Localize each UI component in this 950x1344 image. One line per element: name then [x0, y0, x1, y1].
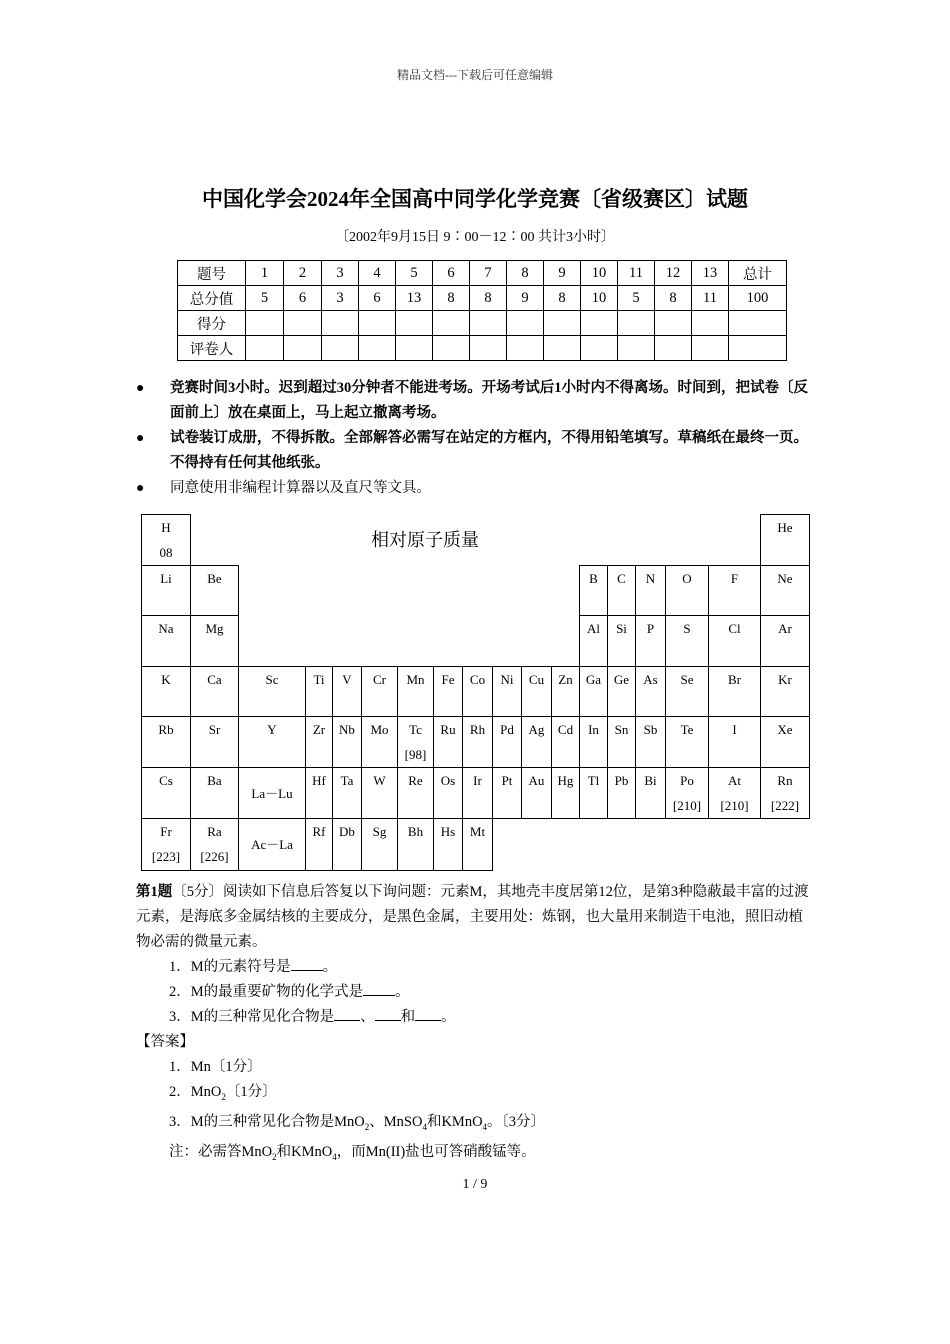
answer-note: 注：必需答MnO$_2$和KMnO$_4$，而Mn(II)盐也可答硝酸锰等。 [169, 1143, 536, 1162]
sub-question-1 [136, 955, 816, 980]
element-cell-ca [190, 666, 239, 717]
score-table-cell: 8 [433, 286, 470, 311]
instruction-item [136, 476, 816, 501]
element-cell-aclr [238, 818, 306, 871]
score-table-row [178, 311, 787, 336]
score-table-cell [544, 336, 581, 361]
element-cell-sg [361, 818, 398, 871]
element-symbol: Ne [777, 571, 793, 586]
score-table-cell: 8 [655, 286, 692, 311]
element-mass: [210] [672, 798, 702, 813]
score-table-cell [507, 336, 544, 361]
element-symbol: Ni [500, 672, 514, 687]
score-table-cell [396, 311, 433, 336]
score-table-cell: 5 [618, 286, 655, 311]
element-symbol: Pb [614, 773, 629, 788]
element-cell-rn [760, 767, 810, 819]
element-cell-ru [433, 716, 463, 768]
bullet-icon: ● [136, 381, 145, 396]
element-mass: [226] [200, 849, 229, 864]
answer-blank[interactable] [363, 981, 395, 996]
element-symbol: Co [469, 672, 486, 687]
question-1 [136, 880, 816, 1170]
page-title: 中国化学会2024年全国高中同学化学竞赛〔省级赛区〕试题 [202, 187, 748, 211]
element-cell-pb [607, 767, 636, 819]
element-cell-be [190, 565, 239, 616]
element-symbol: Se [680, 672, 694, 687]
score-table-cell: 9 [507, 286, 544, 311]
instruction-item [136, 426, 816, 476]
element-cell-cd [551, 716, 580, 768]
element-cell-ni [492, 666, 522, 717]
element-cell-db [332, 818, 362, 871]
punctuation: 和 [400, 1009, 416, 1025]
element-symbol: S [683, 621, 691, 636]
element-cell-rb [141, 716, 191, 768]
answer-header: 【答案】 [136, 1034, 194, 1050]
element-symbol: N [645, 571, 656, 586]
question-text: 〔5分〕阅读如下信息后答复以下询问题：元素M，其地壳丰度居第12位，是第3种隐蔽最丰富的过渡元素，是海底多金属结核的主要成分，是黑色金属，主要用处：炼钢，也大量用来制造干电池，照旧动植物必需的微量元素。 [136, 884, 809, 950]
element-cell-cu [521, 666, 552, 717]
score-table-cell: 1 [246, 261, 284, 286]
sub-question-2 [136, 980, 816, 1005]
score-table-cell [692, 311, 729, 336]
score-table-row [178, 261, 787, 286]
element-symbol: Bi [644, 773, 657, 788]
score-table-cell: 4 [359, 261, 396, 286]
element-symbol: Mn [406, 672, 425, 687]
element-symbol: I [732, 722, 737, 737]
answer-3: 3．M的三种常见化合物是MnO$_2$、MnSO$_4$和KMnO$_4$。〔3分〕 [169, 1113, 546, 1132]
score-table-cell [433, 336, 470, 361]
instructions [136, 376, 816, 501]
score-table-cell: 6 [284, 286, 322, 311]
element-symbol: Xe [777, 722, 793, 737]
element-cell-br [708, 666, 761, 717]
page-number: 1 / 9 [462, 1177, 488, 1192]
exam-time: 〔2002年9月15日 9∶00－12∶00 共计3小时〕 [335, 230, 615, 245]
answer-blank[interactable] [375, 1006, 401, 1021]
element-symbol: Ca [207, 672, 222, 687]
element-symbol: Cu [528, 672, 545, 687]
punctuation: 、 [360, 1009, 375, 1025]
score-table-cell [246, 311, 284, 336]
element-cell-mn [397, 666, 434, 717]
element-cell-hg [551, 767, 580, 819]
score-table-cell: 5 [246, 286, 284, 311]
element-symbol: Ta [340, 773, 354, 788]
instruction-text: 同意使用非编程计算器以及直尺等文具。 [170, 480, 431, 496]
element-symbol: F [730, 571, 739, 586]
element-cell-pt [492, 767, 522, 819]
question-1-stem [136, 880, 816, 955]
score-table-cell: 3 [322, 286, 359, 311]
element-symbol: Os [440, 773, 456, 788]
sub-question-text: 1．M的元素符号是 [169, 959, 291, 975]
element-cell-sc [238, 666, 306, 717]
element-symbol: Cl [728, 621, 741, 636]
element-cell-co [462, 666, 493, 717]
periodic-table [141, 514, 809, 870]
element-cell-ba [190, 767, 239, 819]
element-symbol: Li [160, 571, 172, 586]
element-cell-xe [760, 716, 810, 768]
element-symbol: Ag [528, 722, 545, 737]
element-cell-rh [462, 716, 493, 768]
element-cell-ar [760, 615, 810, 667]
element-symbol: At [728, 773, 741, 788]
score-table-cell [322, 336, 359, 361]
element-symbol: Ba [207, 773, 222, 788]
element-symbol: Hs [440, 824, 456, 839]
element-symbol: Sn [614, 722, 629, 737]
score-table-cell [284, 311, 322, 336]
element-cell-k [141, 666, 191, 717]
element-cell-n [635, 565, 666, 616]
element-cell-hf [305, 767, 333, 819]
element-cell-au [521, 767, 552, 819]
element-cell-fe [433, 666, 463, 717]
score-table-cell [618, 336, 655, 361]
element-cell-w [361, 767, 398, 819]
score-table-cell [729, 311, 787, 336]
element-symbol: Rb [158, 722, 174, 737]
element-cell-tl [579, 767, 608, 819]
element-symbol: Pd [500, 722, 514, 737]
element-symbol: Po [680, 773, 694, 788]
element-symbol: Zn [558, 672, 573, 687]
element-symbol: Zr [312, 722, 326, 737]
element-symbol: Ge [613, 672, 630, 687]
score-table-cell [284, 336, 322, 361]
score-table-cell [470, 336, 507, 361]
element-symbol: Si [616, 621, 627, 636]
score-table-cell [618, 311, 655, 336]
element-symbol: Fe [441, 672, 455, 687]
bullet-icon: ● [136, 431, 145, 446]
element-symbol: Nb [339, 722, 355, 737]
element-symbol: Na [158, 621, 174, 636]
score-table-cell: 10 [581, 286, 618, 311]
score-table-cell [470, 311, 507, 336]
punctuation: 。 [441, 1009, 456, 1025]
score-table-cell [655, 336, 692, 361]
answer-1: 1．Mn〔1分〕 [169, 1059, 262, 1075]
element-symbol: Ra [207, 824, 222, 839]
element-symbol: V [342, 672, 352, 687]
element-cell-al [579, 615, 608, 667]
element-mass: [222] [770, 798, 800, 813]
score-table-cell [692, 336, 729, 361]
element-cell-bi [635, 767, 666, 819]
sub-question-text: 2．M的最重要矿物的化学式是 [169, 984, 364, 1000]
element-cell-sn [607, 716, 636, 768]
score-table-cell [396, 336, 433, 361]
score-table-cell: 2 [284, 261, 322, 286]
element-cell-mo [361, 716, 398, 768]
element-cell-lalu [238, 767, 306, 819]
element-symbol: Sr [208, 722, 221, 737]
element-symbol: P [646, 621, 655, 636]
element-cell-mg [190, 615, 239, 667]
element-symbol: La－Lu [251, 785, 293, 801]
score-table-header-cell: 得分 [178, 311, 246, 336]
element-cell-ir [462, 767, 493, 819]
element-symbol: Hf [312, 773, 326, 788]
element-symbol: W [373, 773, 386, 788]
score-table-cell: 9 [544, 261, 581, 286]
element-cell-nb [332, 716, 362, 768]
element-cell-c [607, 565, 636, 616]
score-table-cell [729, 336, 787, 361]
score-table-cell: 10 [581, 261, 618, 286]
element-symbol: Re [408, 773, 423, 788]
score-table-cell: 8 [507, 261, 544, 286]
score-table-cell [581, 311, 618, 336]
score-table-header-cell: 题号 [178, 261, 246, 286]
score-table-cell: 100 [729, 286, 787, 311]
element-cell-ag [521, 716, 552, 768]
element-cell-cl [708, 615, 761, 667]
score-table-cell: 5 [396, 261, 433, 286]
element-symbol: Au [528, 773, 545, 788]
score-table-cell: 13 [396, 286, 433, 311]
element-cell-zr [305, 716, 333, 768]
instruction-text: 试卷装订成册，不得拆散。全部解答必需写在站定的方框内，不得用铅笔填写。草稿纸在最终一页。不得持有任何其他纸张。 [170, 430, 808, 471]
score-table-cell: 6 [359, 286, 396, 311]
element-cell-si [607, 615, 636, 667]
score-table-cell [655, 311, 692, 336]
element-cell-at [708, 767, 761, 819]
element-cell-sb [635, 716, 666, 768]
element-symbol: Tc [409, 722, 422, 737]
score-table-cell [581, 336, 618, 361]
answer-blank[interactable] [291, 956, 323, 971]
element-symbol: Y [267, 722, 277, 737]
score-table-row [178, 336, 787, 361]
element-symbol: Al [587, 621, 600, 636]
instruction-text: 竞赛时间3小时。迟到超过30分钟者不能进考场。开场考试后1小时内不得离场。时间到，把试卷〔反面前上〕放在桌面上，马上起立撤离考场。 [170, 380, 808, 421]
element-symbol: Ir [473, 773, 482, 788]
element-symbol: As [643, 672, 658, 687]
element-cell-as [635, 666, 666, 717]
score-table-cell [246, 336, 284, 361]
element-cell-o [665, 565, 709, 616]
element-symbol: In [588, 722, 599, 737]
score-table-cell: 8 [544, 286, 581, 311]
score-table-cell: 11 [618, 261, 655, 286]
score-table [177, 260, 787, 361]
answer-2: 2．MnO$_2$〔1分〕 [169, 1084, 277, 1102]
element-mass: [223] [151, 849, 181, 864]
element-cell-re [397, 767, 434, 819]
element-symbol: Ac－La [251, 837, 293, 852]
element-cell-f [708, 565, 761, 616]
score-table-cell: 总计 [729, 261, 787, 286]
element-cell-ge [607, 666, 636, 717]
element-cell-ra [190, 818, 239, 871]
header-note: 精品文档---下载后可任意编辑 [397, 68, 553, 82]
element-symbol: Tl [587, 773, 600, 788]
score-table-cell [507, 311, 544, 336]
element-symbol: Cd [557, 722, 574, 737]
element-cell-hs [433, 818, 463, 871]
element-cell-ti [305, 666, 333, 717]
score-table-header-cell: 总分值 [178, 286, 246, 311]
element-cell-h [141, 514, 191, 566]
element-cell-rf [305, 818, 333, 871]
element-symbol: Sc [265, 672, 279, 687]
instruction-item [136, 376, 816, 426]
element-symbol: H [161, 520, 171, 535]
element-cell-p [635, 615, 666, 667]
element-symbol: Ar [778, 621, 792, 636]
element-cell-ta [332, 767, 362, 819]
element-symbol: Hg [557, 773, 574, 788]
element-symbol: Kr [778, 672, 792, 687]
element-symbol: Br [728, 672, 741, 687]
element-cell-ne [760, 565, 810, 616]
element-symbol: Rf [312, 824, 326, 839]
score-table-header-cell: 评卷人 [178, 336, 246, 361]
element-symbol: He [777, 520, 793, 535]
element-cell-in [579, 716, 608, 768]
element-cell-os [433, 767, 463, 819]
score-table-cell: 11 [692, 286, 729, 311]
element-cell-te [665, 716, 709, 768]
element-cell-y [238, 716, 306, 768]
periodic-table-title: 相对原子质量 [371, 530, 479, 550]
element-symbol: Cs [159, 773, 173, 788]
element-mass: 08 [159, 545, 173, 560]
score-table-cell: 12 [655, 261, 692, 286]
score-table-cell [433, 311, 470, 336]
question-label: 第1题 [136, 884, 173, 900]
score-table-cell [359, 336, 396, 361]
element-symbol: Rn [777, 773, 793, 788]
element-symbol: Ga [585, 672, 602, 687]
element-cell-se [665, 666, 709, 717]
element-symbol: Db [339, 824, 355, 839]
punctuation: 。 [395, 984, 410, 1000]
element-symbol: Mo [370, 722, 389, 737]
score-table-cell: 7 [470, 261, 507, 286]
element-mass: [210] [720, 798, 749, 813]
element-symbol: O [682, 571, 692, 586]
score-table-cell: 8 [470, 286, 507, 311]
element-symbol: Ti [313, 672, 325, 687]
element-cell-fr [141, 818, 191, 871]
element-symbol: B [589, 571, 598, 586]
element-cell-v [332, 666, 362, 717]
answer-blank[interactable] [415, 1006, 441, 1021]
score-table-cell [544, 311, 581, 336]
element-symbol: Cr [373, 672, 386, 687]
element-cell-i [708, 716, 761, 768]
element-symbol: Rh [469, 722, 486, 737]
element-cell-kr [760, 666, 810, 717]
score-table-cell: 13 [692, 261, 729, 286]
punctuation: 。 [322, 959, 338, 975]
sub-question-3 [136, 1005, 816, 1030]
element-cell-zn [551, 666, 580, 717]
score-table-row [178, 286, 787, 311]
score-table-cell [322, 311, 359, 336]
element-symbol: Fr [160, 824, 172, 839]
element-cell-ga [579, 666, 608, 717]
element-symbol: Te [680, 722, 694, 737]
element-cell-pd [492, 716, 522, 768]
element-cell-cr [361, 666, 398, 717]
element-symbol: Bh [407, 824, 424, 839]
element-cell-sr [190, 716, 239, 768]
element-cell-po [665, 767, 709, 819]
element-cell-mt [462, 818, 493, 871]
element-symbol: C [617, 571, 626, 586]
score-table-cell [359, 311, 396, 336]
element-cell-bh [397, 818, 434, 871]
score-table-cell: 3 [322, 261, 359, 286]
score-table-cell: 6 [433, 261, 470, 286]
bullet-icon: ● [136, 481, 145, 496]
sub-question-text: 3．M的三种常见化合物是 [169, 1009, 335, 1025]
element-cell-li [141, 565, 191, 616]
element-cell-na [141, 615, 191, 667]
element-symbol: Mg [205, 621, 224, 636]
element-mass: [98] [404, 747, 427, 762]
element-cell-s [665, 615, 709, 667]
element-cell-he [760, 514, 810, 566]
element-symbol: Sb [643, 722, 658, 737]
element-symbol: Be [207, 571, 222, 586]
element-symbol: Pt [501, 773, 513, 788]
element-cell-tc [397, 716, 434, 768]
answer-blank[interactable] [334, 1006, 360, 1021]
element-cell-b [579, 565, 608, 616]
element-cell-cs [141, 767, 191, 819]
element-symbol: Ru [440, 722, 456, 737]
element-symbol: Mt [469, 824, 486, 839]
element-symbol: Sg [372, 824, 387, 839]
element-symbol: K [161, 672, 171, 687]
